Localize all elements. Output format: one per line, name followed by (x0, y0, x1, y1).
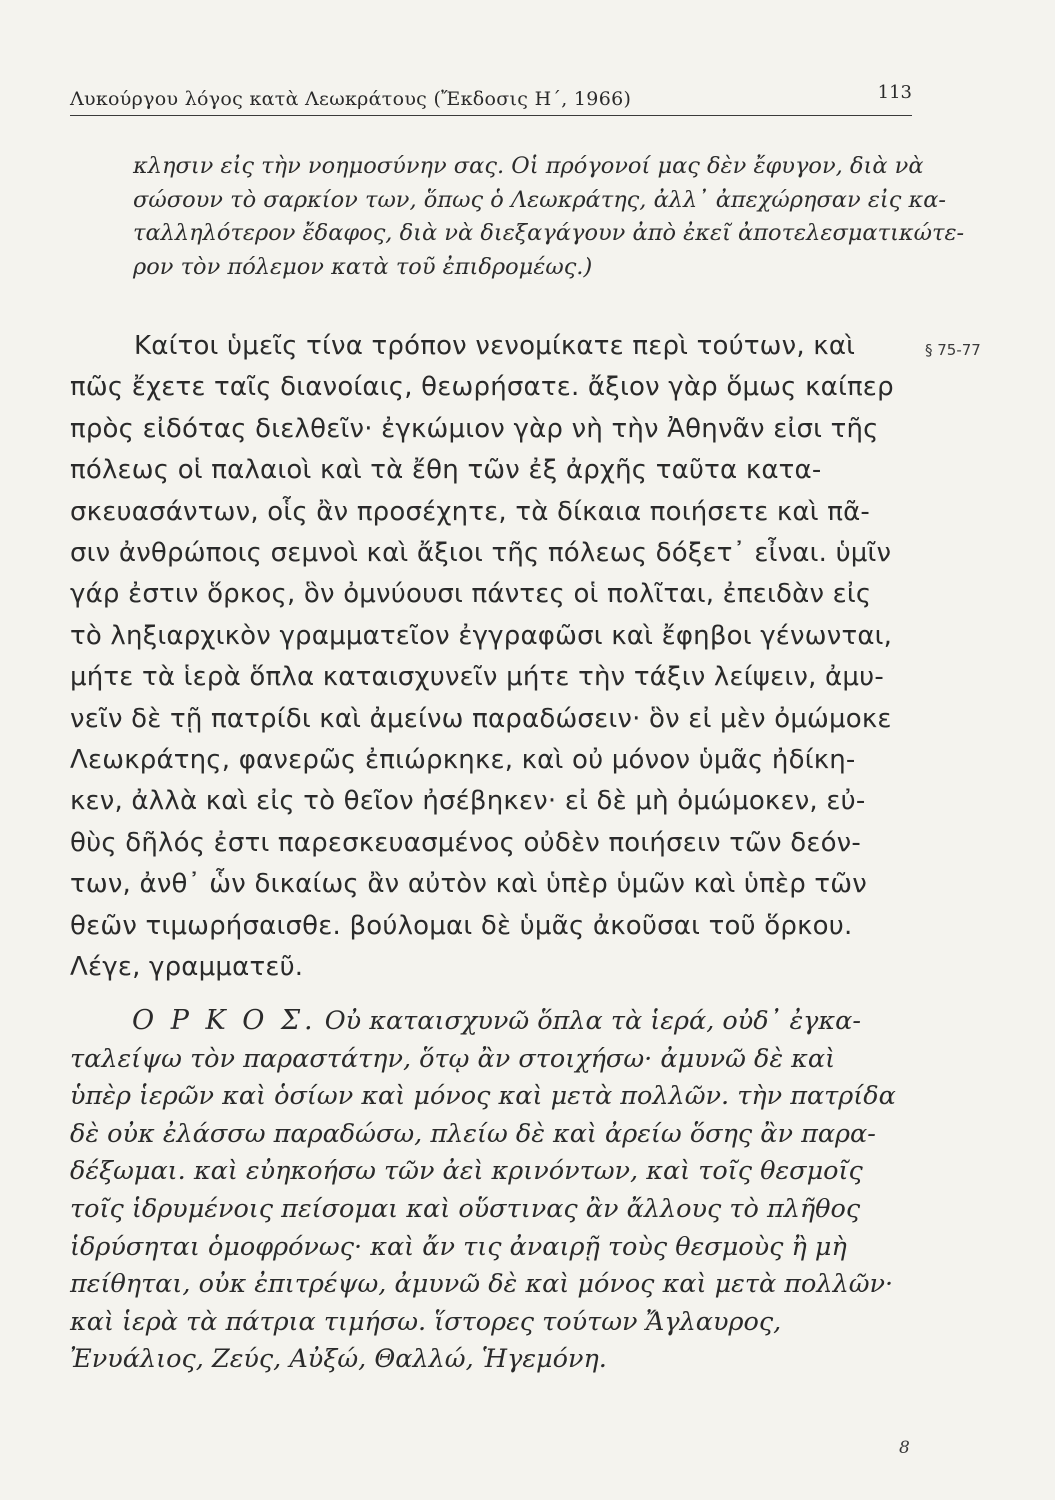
oath-line: καὶ ἱερὰ τὰ πάτρια τιμήσω. ἵστορες τούτων Ἄγλαυρος, (70, 1306, 782, 1337)
oath-line: ὑπὲρ ἱερῶν καὶ ὁσίων καὶ μόνος καὶ μετὰ πολλῶν. τὴν πατρίδα (70, 1081, 896, 1112)
text-line: Λέγε, γραμματεῦ. (70, 952, 304, 983)
text-line: γάρ ἐστιν ὅρκος, ὃν ὀμνύουσι πάντες οἱ πολῖται, ἐπειδὰν εἰς (70, 579, 872, 610)
text-line: κεν, ἀλλὰ καὶ εἰς τὸ θεῖον ἠσέβηκεν· εἰ δὲ μὴ ὀμώμοκεν, εὐ- (70, 786, 866, 817)
section-reference: § 75-77 (925, 341, 981, 359)
page-number: 113 (877, 82, 912, 103)
italic-translation-note (133, 150, 965, 284)
text-line: των, ἀνθ᾽ ὧν δικαίως ἂν αὐτὸν καὶ ὑπὲρ ὑμῶν καὶ ὑπὲρ τῶν (70, 869, 867, 900)
oath-line: δὲ οὐκ ἐλάσσω παραδώσω, πλείω δὲ καὶ ἀρείω ὅσης ἂν παρα- (70, 1118, 876, 1149)
signature-mark: 8 (899, 1438, 910, 1458)
text-line: θεῶν τιμωρήσαισθε. βούλομαι δὲ ὑμᾶς ἀκοῦσαι τοῦ ὅρκου. (70, 910, 853, 941)
text-line: πόλεως οἱ παλαιοὶ καὶ τὰ ἔθη τῶν ἐξ ἀρχῆς ταῦτα κατα- (70, 455, 822, 486)
oath-line: τοῖς ἱδρυμένοις πείσομαι καὶ οὕστινας ἂν ἄλλους τὸ πλῆθος (70, 1193, 861, 1224)
text-line: νεῖν δὲ τῇ πατρίδι καὶ ἀμείνω παραδώσειν· ὃν εἰ μὲν ὀμώμοκε (70, 703, 892, 734)
text-line: Λεωκράτης, φανερῶς ἐπιώρκηκε, καὶ οὐ μόνον ὑμᾶς ἠδίκη- (70, 745, 856, 776)
italic-line: κλησιν εἰς τὴν νοημοσύνην σας. Οἱ πρόγονοί μας δὲν ἔφυγον, διὰ νὰ (133, 153, 924, 179)
text-line: τὸ ληξιαρχικὸν γραμματεῖον ἐγγραφῶσι καὶ ἔφηβοι γένωνται, (70, 620, 893, 651)
oath-line: δέξωμαι. καὶ εὐηκοήσω τῶν ἀεὶ κρινόντων, καὶ τοῖς θεσμοῖς (70, 1156, 863, 1187)
oath-line: ἱδρύσηται ὁμοφρόνως· καὶ ἄν τις ἀναιρῇ τοὺς θεσμοὺς ἢ μὴ (70, 1231, 847, 1262)
oath-line: Ἐνυάλιος, Ζεύς, Αὐξώ, Θαλλώ, Ἡγεμόνη. (70, 1344, 607, 1375)
running-header (70, 82, 912, 116)
oath-label: Ο Ρ Κ Ο Σ. (132, 1005, 317, 1036)
text-line: Καίτοι ὑμεῖς τίνα τρόπον νενομίκατε περὶ τούτων, καὶ (134, 331, 856, 361)
text-line: πῶς ἔχετε ταῖς διανοίαις, θεωρήσατε. ἄξιον γὰρ ὅμως καίπερ (70, 372, 894, 403)
oath-first-line (70, 1002, 915, 1041)
text-line: πρὸς εἰδότας διελθεῖν· ἐγκώμιον γὰρ νὴ τὴν Ἀθηνᾶν εἰσι τῆς (70, 413, 879, 444)
text-line: σιν ἀνθρώποις σεμνοὶ καὶ ἄξιοι τῆς πόλεως δόξετ᾽ εἶναι. ὑμῖν (70, 538, 892, 569)
oath-line: ταλείψω τὸν παραστάτην, ὅτῳ ἂν στοιχήσω· ἀμυνῶ δὲ καὶ (70, 1043, 836, 1074)
text-line: θὺς δῆλός ἐστι παρεσκευασμένος οὐδὲν ποιήσειν τῶν δεόν- (70, 827, 861, 858)
italic-line: ρον τὸν πόλεμον κατὰ τοῦ ἐπιδρομέως.) (133, 253, 593, 280)
oath-first-line-text: Οὐ καταισχυνῶ ὅπλα τὰ ἱερά, οὐδ᾽ ἐγκα- (316, 1006, 861, 1036)
main-greek-text (70, 326, 915, 989)
oath-text (70, 1002, 915, 1379)
text-line: μήτε τὰ ἱερὰ ὅπλα καταισχυνεῖν μήτε τὴν τάξιν λείψειν, ἀμυ- (70, 662, 884, 693)
header-title: Λυκούργου λόγος κατὰ Λεωκράτους (Ἔκδοσις Η΄, 1966) (70, 88, 632, 110)
italic-line: σώσουν τὸ σαρκίον των, ὅπως ὁ Λεωκράτης, ἀλλ᾽ ἀπεχώρησαν εἰς κα- (133, 186, 947, 213)
oath-line: πείθηται, οὐκ ἐπιτρέψω, ἀμυνῶ δὲ καὶ μόνος καὶ μετὰ πολλῶν· (70, 1269, 894, 1300)
italic-line: ταλληλότερον ἔδαφος, διὰ νὰ διεξαγάγουν ἀπὸ ἐκεῖ ἀποτελεσματικώτε- (133, 220, 965, 246)
text-line: σκευασάντων, οἷς ἂν προσέχητε, τὰ δίκαια ποιήσετε καὶ πᾶ- (70, 496, 871, 527)
